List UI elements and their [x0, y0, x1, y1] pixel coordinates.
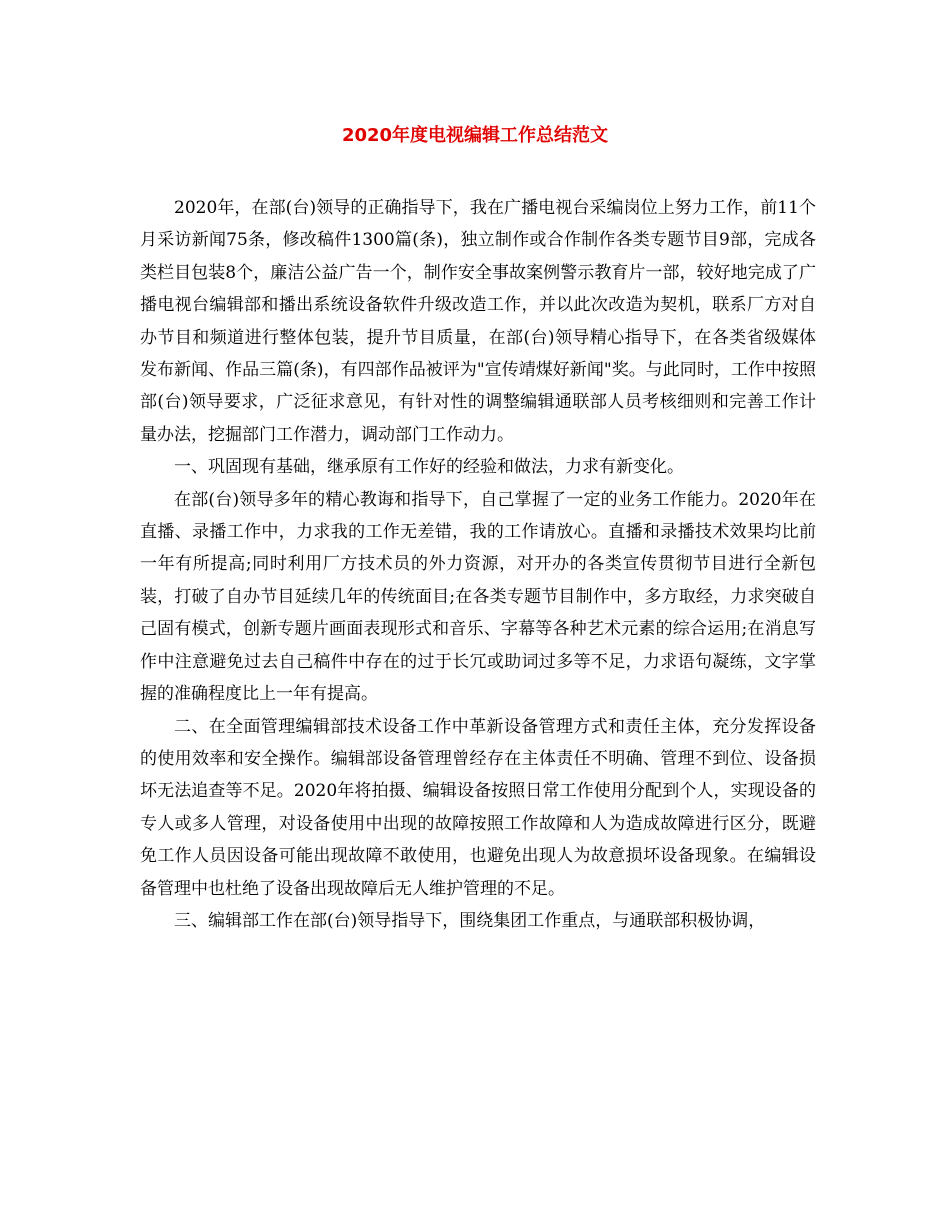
paragraph-intro: 2020年，在部(台)领导的正确指导下，我在广播电视台采编岗位上努力工作，前11个月采访新闻75条，修改稿件1300篇(条)，独立制作或合作制作各类专题节目9部，完成各类栏目包装8个，廉洁公益广告一个，制作安全事故案例警示教育片一部，较好地完成了广播电视台编辑部和播出系统设备软件升级改造工作，并以此次改造为契机，联系厂方对自办节目和频道进行整体包装，提升节目质量，在部(台)领导精心指导下，在各类省级媒体发布新闻、作品三篇(条)，有四部作品被评为"宣传靖煤好新闻"奖。与此同时，工作中按照部(台)领导要求，广泛征求意见，有针对性的调整编辑通联部人员考核细则和完善工作计量办法，挖掘部门工作潜力，调动部门工作动力。	[140, 198, 816, 445]
paragraph-section-1-body: 在部(台)领导多年的精心教诲和指导下，自己掌握了一定的业务工作能力。2020年在直播、录播工作中，力求我的工作无差错，我的工作请放心。直播和录播技术效果均比前一年有所提高;同时利用厂方技术员的外力资源，对开办的各类宣传贯彻节目进行全新包装，打破了自办节目延续几年的传统面目;在各类专题节目制作中，多方取经，力求突破自己固有模式，创新专题片画面表现形式和音乐、字幕等各种艺术元素的综合运用;在消息写作中注意避免过去自己稿件中存在的过于长冗或助词过多等不足，力求语句凝练，文字掌握的准确程度比上一年有提高。	[140, 489, 816, 705]
paragraph-section-3: 三、编辑部工作在部(台)领导指导下，围绕集团工作重点，与通联部积极协调，	[174, 910, 766, 931]
paragraph-section-2: 二、在全面管理编辑部技术设备工作中革新设备管理方式和责任主体，充分发挥设备的使用效率和安全操作。编辑部设备管理曾经存在主体责任不明确、管理不到位、设备损坏无法追查等不足。2020年将拍摄、编辑设备按照日常工作使用分配到个人，实现设备的专人或多人管理，对设备使用中出现的故障按照工作故障和人为造成故障进行区分，既避免工作人员因设备可能出现故障不敢使用，也避免出现人为故意损坏设备现象。在编辑设备管理中也杜绝了设备出现故障后无人维护管理的不足。	[140, 716, 816, 899]
paragraph-section-1-heading: 一、巩固现有基础，继承原有工作好的经验和做法，力求有新变化。	[174, 457, 684, 478]
document-title: 2020年度电视编辑工作总结范文	[341, 125, 609, 146]
document-body	[140, 192, 816, 937]
